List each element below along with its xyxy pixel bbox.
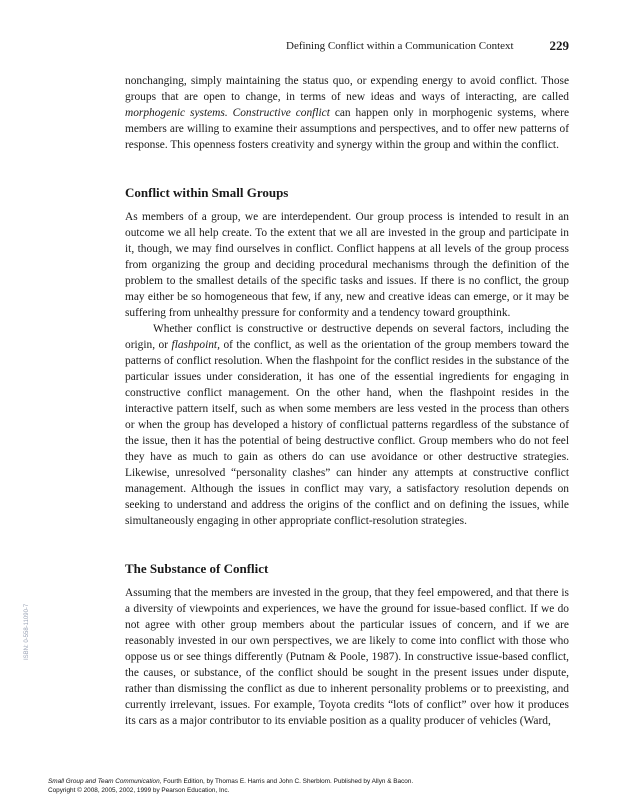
para1-term-morphogenic: morphogenic systems. bbox=[125, 107, 228, 119]
para1-text-1: nonchanging, simply maintaining the status quo, or expending energy to avoid conflict. Those groups that are open to change, in terms of new ideas and ways of interacting, are called bbox=[125, 75, 569, 103]
section1-paragraph-1: As members of a group, we are interdependent. Our group process is intended to result in an outcome we all help create. To the extent that we all are invested in the group and participate in it, though, we may find ourselves in conflict. Conflict happens at all levels of the group process from organizing the group and deciding procedural mechanisms through the definition of the problem to the smallest details of the specific tasks and issues. If there is no conflict, the group may either be so homogeneous that few, if any, new and creative ideas can emerge, or it may be suffering from unhealthy pressure for conformity and a tendency toward groupthink. bbox=[125, 211, 569, 319]
section1-p2-text-1: Whether conflict is constructive or destructive depends on several factors, including the origin, or bbox=[125, 323, 569, 351]
para1-text-3: can happen only in morphogenic systems, where members are willing to examine their assumptions and perspectives, and to offer new patterns of response. This openness fosters creativity and synergy within the group and within the conflict. bbox=[125, 107, 570, 151]
footer-line-2: Copyright © 2008, 2005, 2002, 1999 by Pearson Education, Inc. bbox=[48, 787, 230, 794]
copyright-footer bbox=[48, 777, 413, 795]
footer-line-1 bbox=[48, 777, 413, 786]
page-number: 229 bbox=[549, 38, 569, 53]
section1-body bbox=[125, 209, 569, 529]
section2-paragraph-1: Assuming that the members are invested in the group, that they feel empowered, and that there is a diversity of viewpoints and experiences, we have the ground for issue-based conflict. If we do not agree with other group members about the particular issues of concern, and if we are reasonably invested in our own perspectives, we are likely to come into conflict with those who oppose us or see things differently (Putnam & Poole, 1987). In constructive issue-based conflict, the causes, or substance, of the conflict should be sought in the present issues under dispute, rather than dismissing the conflict as due to inherent personality problems or to preexisting, and currently irrelevant, issues. For example, Toyota credits “lots of conflict” over how it produces its cars as a major contributor to its enviable position as a quality producer of vehicles (Ward, bbox=[125, 587, 569, 727]
section1-term-flashpoint: flashpoint, bbox=[171, 339, 220, 351]
section1-p2-text-2: of the conflict, as well as the orientation of the group members toward the patterns of conflict resolution. When the flashpoint for the conflict resides in the substance of the particular issues under consideration, it has one of the essential ingredients for engaging in constructive conflict management. On the other hand, when the flashpoint resides in the interactive pattern itself, such as when some members are less vested in the process than others or when the group has developed a history of conflictual patterns regardless of the substance of the issue, then it has the potential of being destructive conflict. Group members who do not feel they have as much to gain as others do can use avoidance or other destructive strategies. Likewise, unresolved “personality clashes” can hinder any attempts at constructive conflict management. Although the issues in conflict may vary, a satisfactory resolution depends on seeking to understand and address the origins of the conflict and on defining the issues, while simultaneously engaging in other appropriate conflict-resolution strategies. bbox=[125, 339, 569, 527]
section-heading-substance: The Substance of Conflict bbox=[125, 561, 269, 576]
para1-term-constructive: Constructive conflict bbox=[232, 107, 330, 119]
paragraph-continuation bbox=[125, 73, 569, 153]
footer-publication-info: Fourth Edition, by Thomas E. Harris and John C. Sherblom. Published by Allyn & Bacon. bbox=[161, 778, 414, 785]
section1-paragraph-2 bbox=[125, 321, 569, 529]
section2-body bbox=[125, 585, 569, 729]
isbn-side-label: ISBN: 0-558-11090-7 bbox=[24, 603, 30, 660]
running-header: Defining Conflict within a Communication Context bbox=[286, 40, 514, 52]
footer-book-title: Small Group and Team Communication, bbox=[48, 778, 162, 785]
section-heading-conflict-small-groups: Conflict within Small Groups bbox=[125, 185, 289, 200]
